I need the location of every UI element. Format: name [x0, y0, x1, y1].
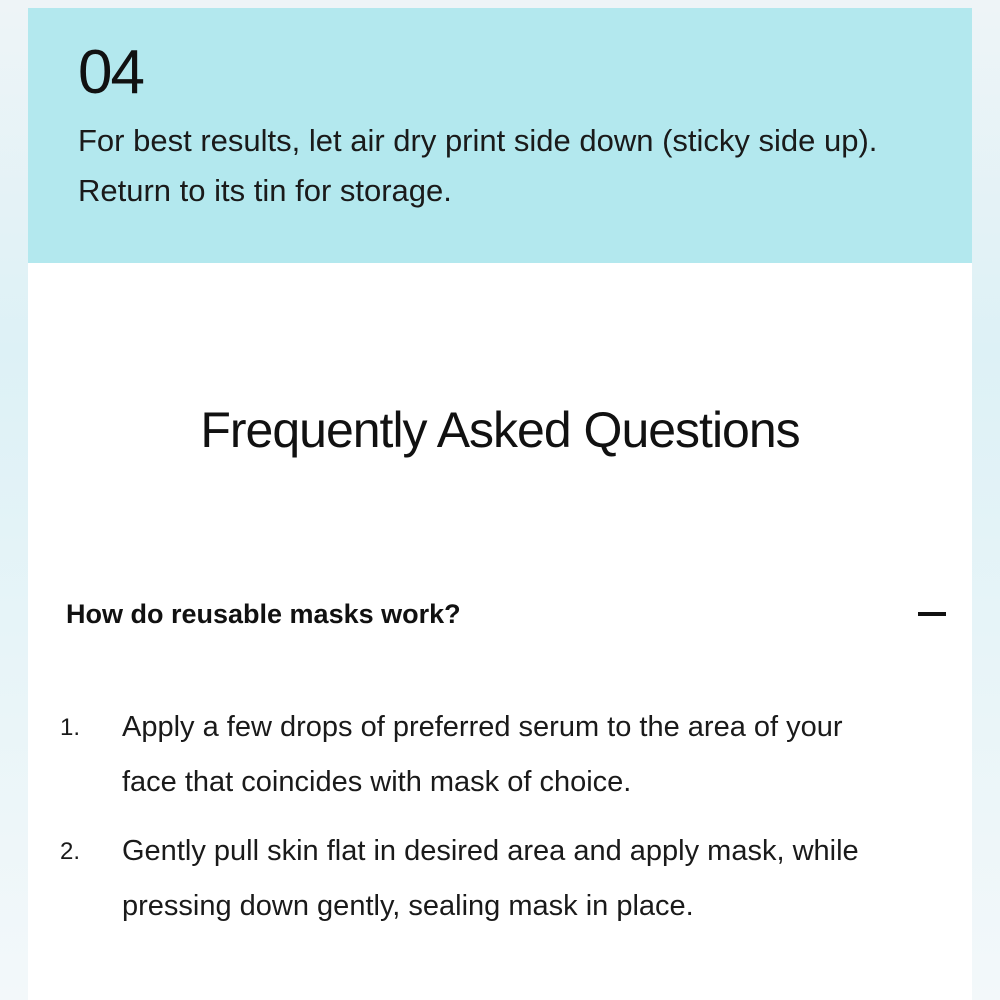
faq-question: How do reusable masks work? — [66, 599, 461, 629]
list-item-text: Gently pull skin flat in desired area and apply mask, while pressing down gently, sealing mask in place. — [122, 835, 859, 922]
faq-item-toggle[interactable] — [66, 588, 946, 638]
list-item — [60, 700, 880, 810]
list-item — [60, 824, 880, 934]
content-panel — [28, 8, 972, 1000]
step-text: For best results, let air dry print side down (sticky side up). Return to its tin for storage. — [78, 123, 878, 208]
list-item-number: 2. — [60, 838, 81, 865]
faq-title: Frequently Asked Questions — [200, 402, 800, 458]
faq-answer-list — [60, 700, 880, 948]
minus-icon[interactable] — [918, 612, 946, 616]
list-item-text: Apply a few drops of preferred serum to the area of your face that coincides with mask of choice. — [122, 711, 843, 798]
step-box — [28, 8, 972, 263]
list-item-number: 1. — [60, 714, 81, 741]
step-number: 04 — [78, 38, 143, 107]
